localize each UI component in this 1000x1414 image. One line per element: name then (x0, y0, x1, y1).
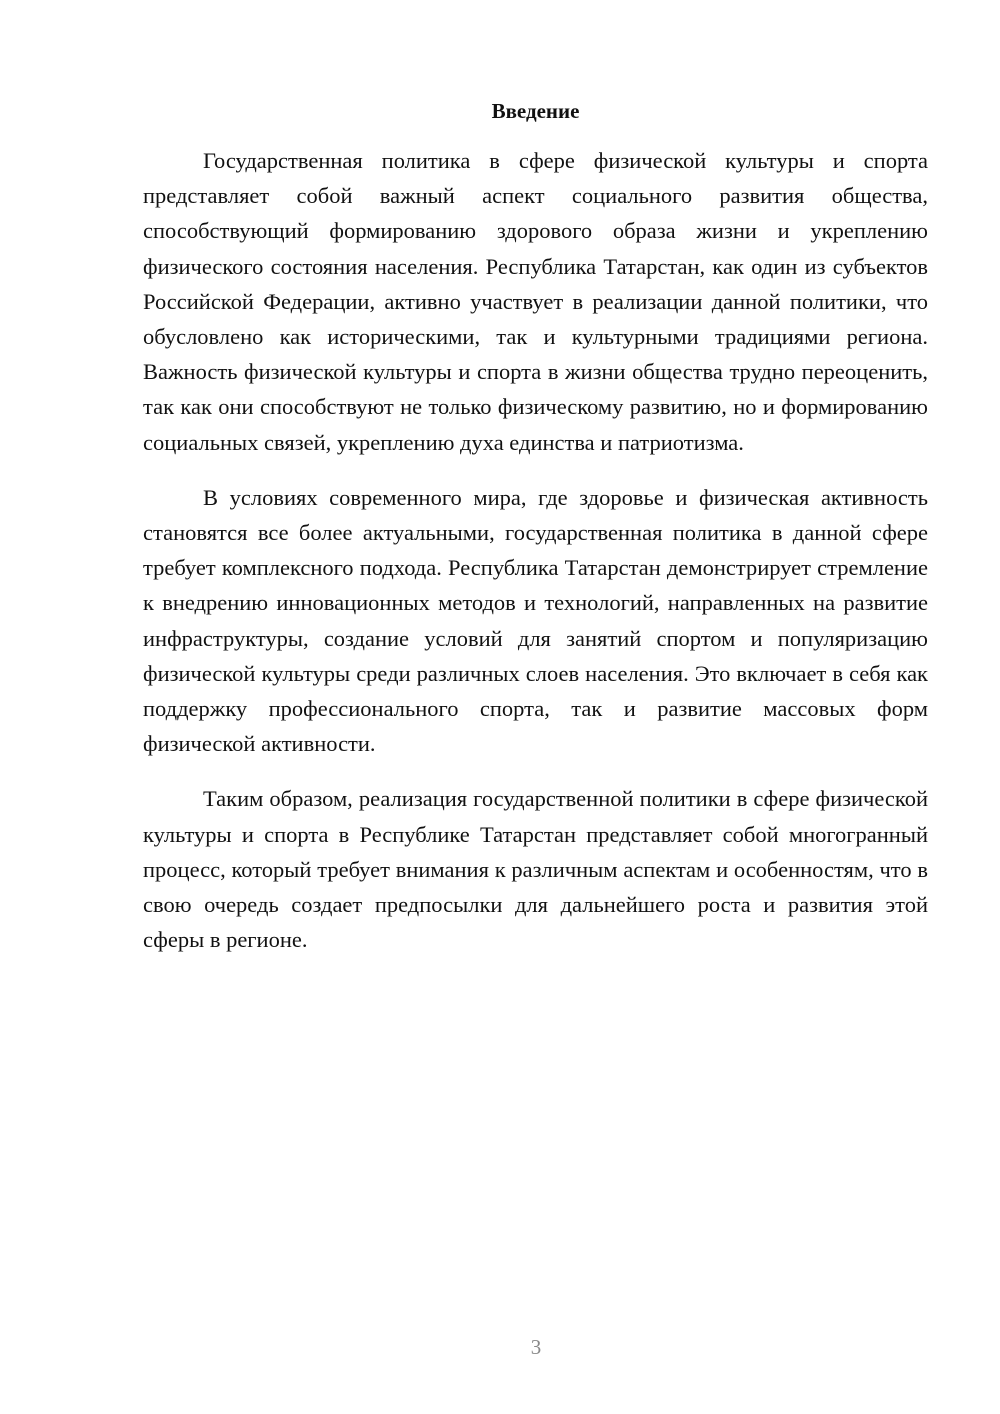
document-body (143, 143, 928, 977)
page-number: 3 (530, 1335, 542, 1359)
paragraph-3: Таким образом, реализация государственной политики в сфере физической культуры и спорта в Республике Татарстан представляет собой многогранный процесс, который требует внимания к различным аспектам и особенностям, что в свою очередь создает предпосылки для дальнейшего роста и развития этой сферы в регионе. (143, 786, 928, 953)
paragraph-1: Государственная политика в сфере физической культуры и спорта представляет собой важный аспект социального развития общества, способствующий формированию здорового образа жизни и укреплению физического состояния населения. Республика Татарстан, как один из субъектов Российской Федерации, активно участвует в реализации данной политики, что обусловлено как историческими, так и культурными традициями региона. Важность физической культуры и спорта в жизни общества трудно переоценить, так как они способствуют не только физическому развитию, но и формированию социальных связей, укреплению духа единства и патриотизма. (143, 148, 928, 455)
section-heading: Введение (491, 99, 580, 123)
paragraph-2: В условиях современного мира, где здоровье и физическая активность становятся все более актуальными, государственная политика в данной сфере требует комплексного подхода. Республика Татарстан демонстрирует стремление к внедрению инновационных методов и технологий, направленных на развитие инфраструктуры, создание условий для занятий спортом и популяризацию физической культуры среди различных слоев населения. Это включает в себя как поддержку профессионального спорта, так и развитие массовых форм физической активности. (143, 484, 928, 757)
